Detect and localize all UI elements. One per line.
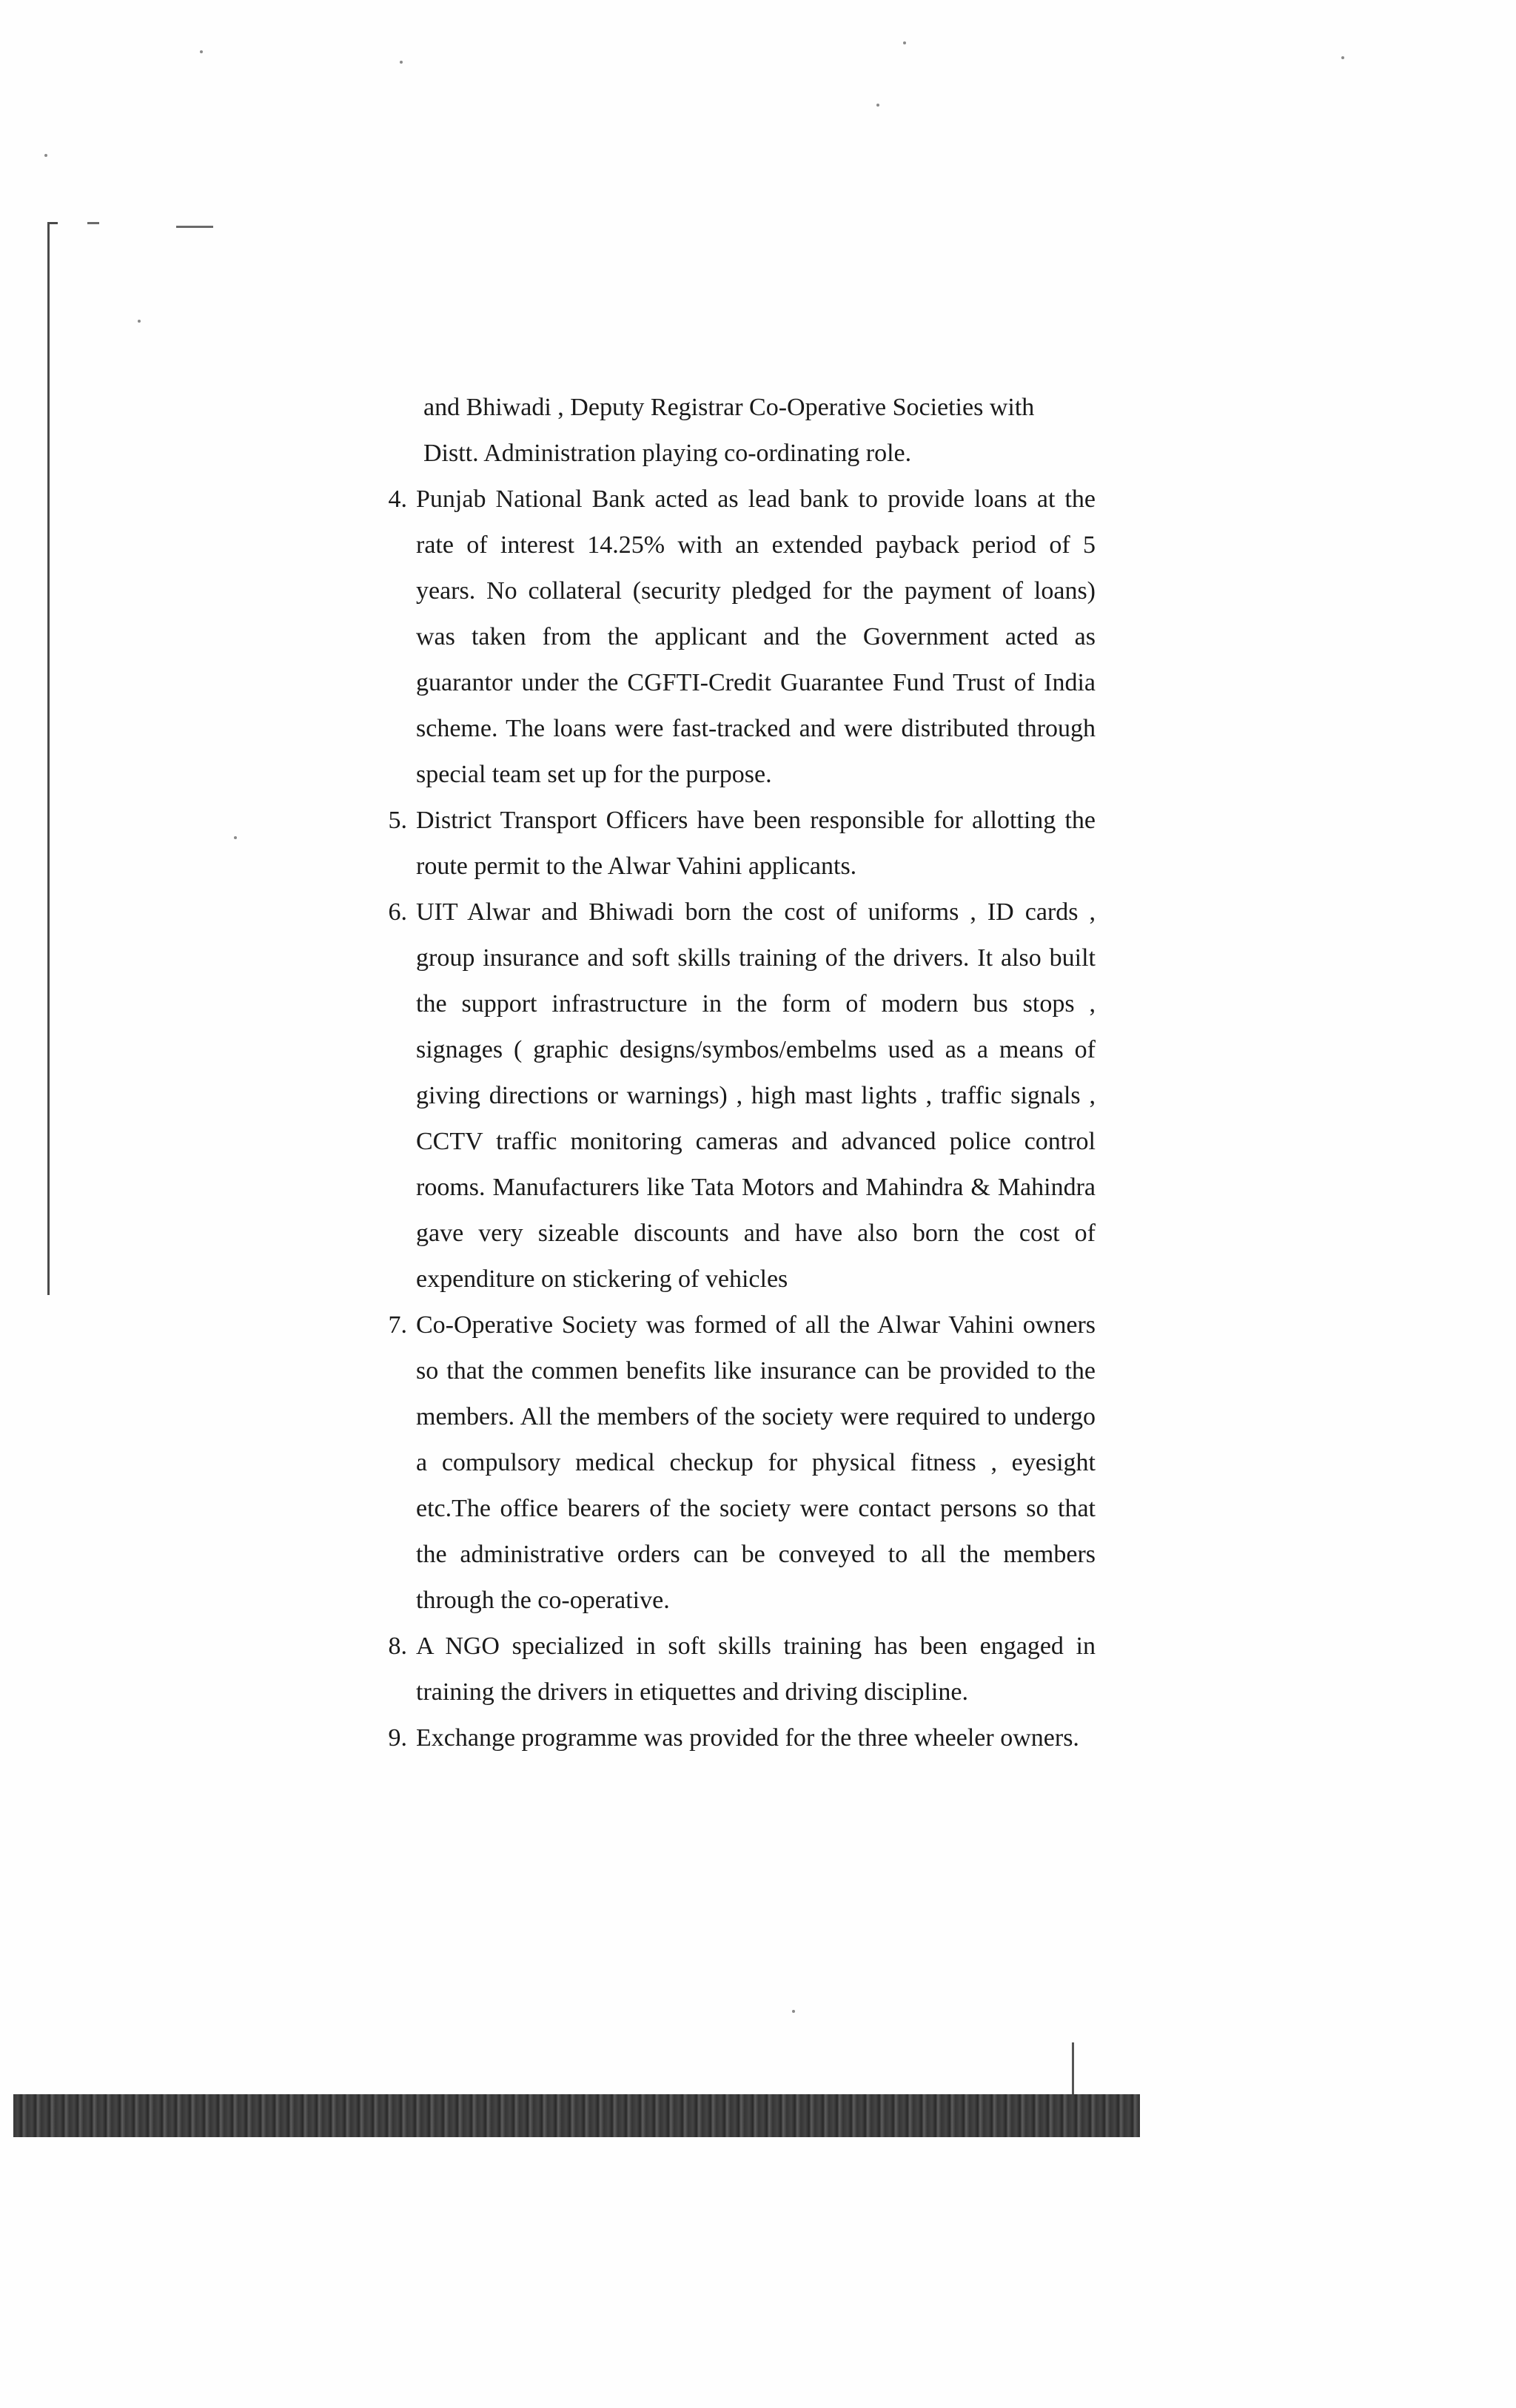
list-item-text: District Transport Officers have been responsible for allotting the route permit to the Alwar Vahini applicants. bbox=[416, 807, 1096, 880]
list-item bbox=[355, 1624, 1096, 1715]
list-item-number: 4. bbox=[388, 485, 407, 513]
list-item-number: 5. bbox=[388, 807, 407, 834]
list-item-text: Punjab National Bank acted as lead bank to provide loans at the rate of interest 14.25% with an extended payback period of 5 years. No collateral (security pledged for the payment of loans) was taken from the applicant and the Government acted as guarantor under the CGFTI-Credit Guarantee Fund Trust of India scheme. The loans were fast-tracked and were distributed through special team set up for the purpose. bbox=[416, 485, 1096, 788]
continuation-line-2: Distt. Administration playing co-ordinating role. bbox=[423, 440, 912, 467]
scan-dark-band bbox=[13, 2094, 1140, 2137]
list-item-number: 8. bbox=[388, 1632, 407, 1660]
list-item bbox=[355, 1302, 1096, 1624]
scan-speck bbox=[903, 41, 906, 44]
list-item bbox=[355, 889, 1096, 1302]
list-item-number: 7. bbox=[388, 1311, 407, 1339]
scan-speck bbox=[138, 320, 141, 323]
list-item bbox=[355, 1715, 1096, 1761]
scan-speck bbox=[200, 50, 203, 53]
margin-dash bbox=[87, 222, 99, 224]
list-item-number: 9. bbox=[388, 1724, 407, 1752]
list-item-text: Exchange programme was provided for the three wheeler owners. bbox=[416, 1724, 1079, 1752]
list-item-text: Co-Operative Society was formed of all the Alwar Vahini owners so that the commen benefits like insurance can be provided to the members. All the members of the society were required to undergo a compulsory medical checkup for physical fitness , eyesight etc.The office bearers of the society were contact persons so that the administrative orders can be conveyed to all the members through the co-operative. bbox=[416, 1311, 1096, 1614]
margin-bracket-top bbox=[47, 222, 58, 224]
scan-speck bbox=[44, 154, 47, 157]
list-item-text: A NGO specialized in soft skills training has been engaged in training the drivers in etiquettes and driving discipline. bbox=[416, 1632, 1096, 1706]
list-item bbox=[355, 798, 1096, 889]
scan-speck bbox=[400, 61, 403, 64]
scan-mark bbox=[1072, 2042, 1074, 2094]
margin-dash bbox=[176, 226, 213, 228]
continuation-line-1: and Bhiwadi , Deputy Registrar Co-Operative Societies with bbox=[423, 394, 1035, 421]
scan-speck bbox=[792, 2010, 795, 2013]
list-item-number: 6. bbox=[388, 898, 407, 926]
continuation-paragraph bbox=[423, 385, 1096, 477]
list-item-text: UIT Alwar and Bhiwadi born the cost of uniforms , ID cards , group insurance and soft skills training of the drivers. It also built the support infrastructure in the form of modern bus stops , signages ( graphic designs/symbos/embelms used as a means of giving directions or warnings) , high mast lights , traffic signals , CCTV traffic monitoring cameras and advanced police control rooms. Manufacturers like Tata Motors and Mahindra & Mahindra gave very sizeable discounts and have also born the cost of expenditure on stickering of vehicles bbox=[416, 898, 1096, 1293]
scan-speck bbox=[876, 104, 879, 107]
numbered-list bbox=[355, 477, 1096, 1761]
margin-bracket bbox=[47, 222, 50, 1295]
document-body bbox=[355, 385, 1096, 1761]
scan-speck bbox=[234, 836, 237, 839]
scan-speck bbox=[1341, 56, 1344, 59]
list-item bbox=[355, 477, 1096, 798]
